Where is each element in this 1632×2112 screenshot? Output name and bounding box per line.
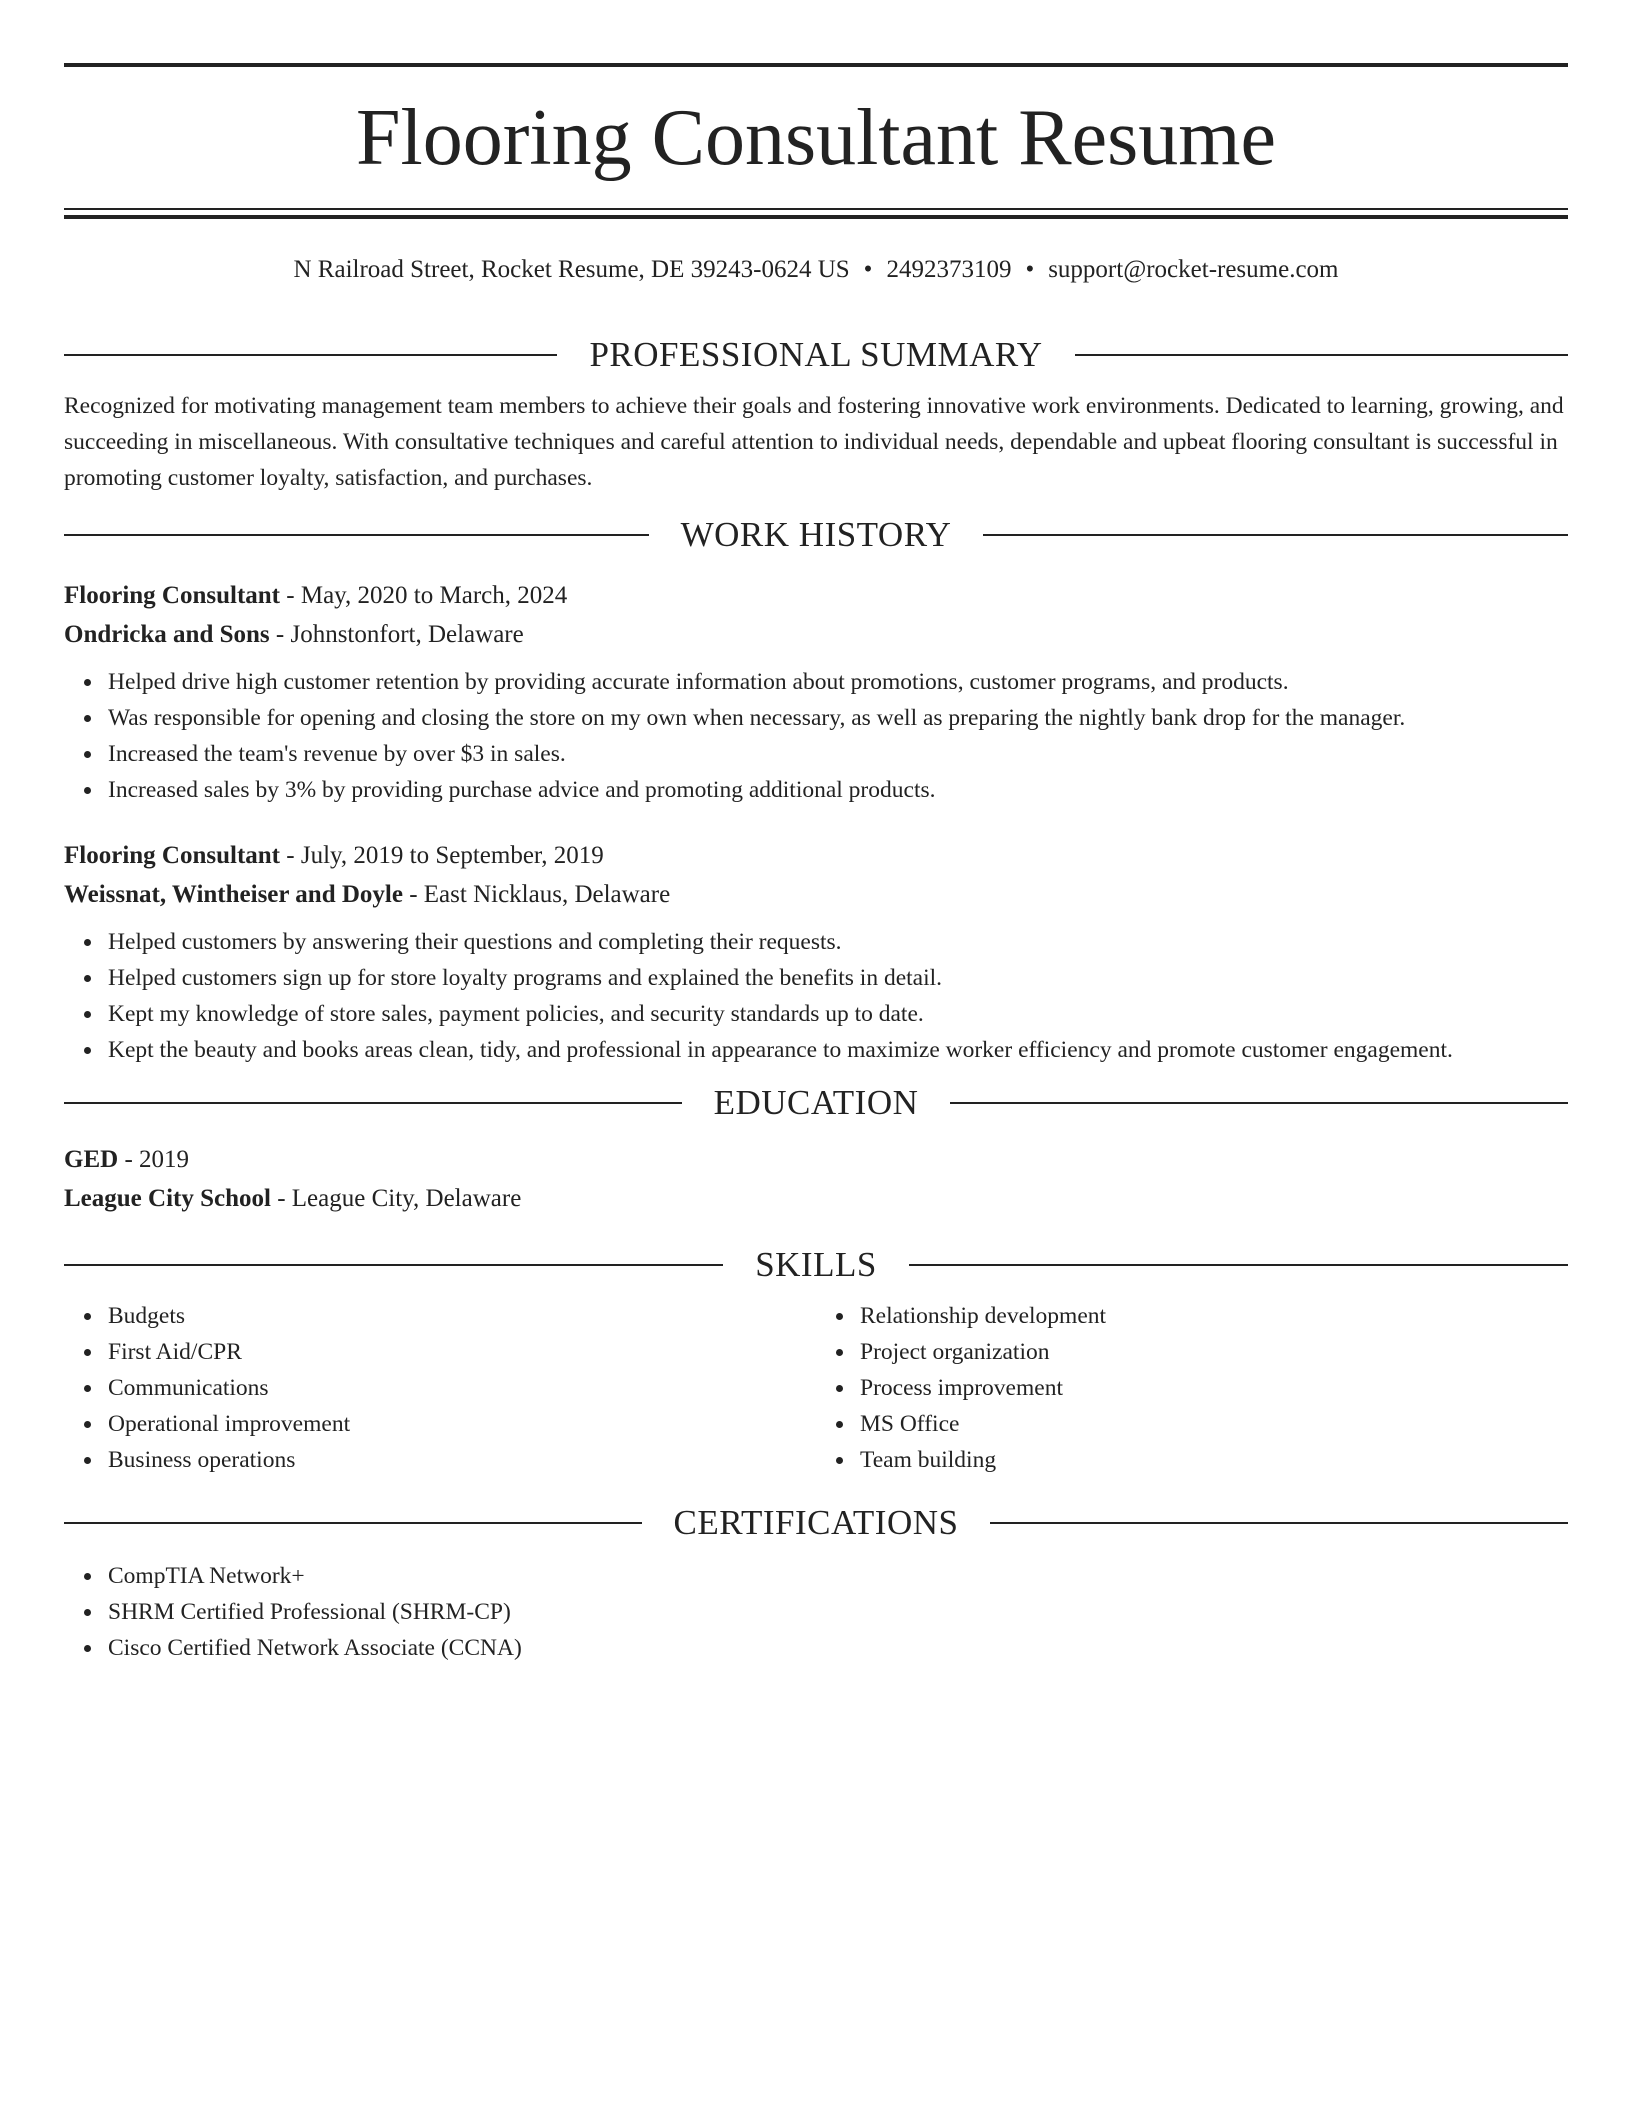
section-heading-certifications [64,1498,1568,1548]
job-bullet: Helped drive high customer retention by providing accurate information about promotions, customer programs, and products. [108,664,1568,700]
skill-item: Project organization [860,1334,1568,1370]
job-title: Flooring Consultant [64,582,281,609]
job-dates: - May, 2020 to March, 2024 [280,582,568,609]
job-bullet: Increased the team's revenue by over $3 in sales. [108,736,1568,772]
section-heading-label: EDUCATION [713,1083,919,1122]
heading-rule-right [1075,354,1568,356]
heading-rule-left [64,354,557,356]
job-bullets [64,664,1568,808]
education-degree-line [64,1140,1568,1179]
job-company: Weissnat, Wintheiser and Doyle [64,881,403,908]
job-bullet: Kept the beauty and books areas clean, tidy, and professional in appearance to maximize worker efficiency and promote customer engagement. [108,1032,1568,1068]
education-school: League City School [64,1185,271,1212]
education-location: - League City, Delaware [270,1185,522,1212]
job-company-line [64,615,1568,654]
contact-phone: 2492373109 [886,256,1012,283]
education-degree: GED [64,1146,119,1173]
certification-item: Cisco Certified Network Associate (CCNA) [108,1630,1568,1666]
job-title: Flooring Consultant [64,842,281,869]
job-bullet: Kept my knowledge of store sales, payment policies, and security standards up to date. [108,996,1568,1032]
skill-item: Operational improvement [108,1406,816,1442]
job-bullet: Was responsible for opening and closing the store on my own when necessary, as well as preparing the nightly bank drop for the manager. [108,700,1568,736]
heading-rule-left [64,534,649,536]
header-top-rule [64,63,1568,67]
header-bottom-rule-thin [64,208,1568,210]
job-entry [64,576,1568,808]
skill-item: First Aid/CPR [108,1334,816,1370]
contact-email: support@rocket-resume.com [1048,256,1339,283]
skills-grid [64,1298,1568,1478]
skill-item: Budgets [108,1298,816,1334]
section-heading-education [64,1078,1568,1128]
job-company-line [64,875,1568,914]
heading-rule-right [909,1264,1568,1266]
section-heading-skills [64,1240,1568,1290]
skill-item: MS Office [860,1406,1568,1442]
contact-separator: • [1025,256,1035,283]
page-title: Flooring Consultant Resume [356,94,1276,182]
skills-column-left [64,1298,816,1478]
summary-text: Recognized for motivating management team members to achieve their goals and fostering innovative work environments. Dedicated to learning, growing, and succeeding in miscellaneous. With consultative techniques and careful attention to individual needs, dependable and upbeat flooring consultant is successful in promoting customer loyalty, satisfaction, and purchases. [64,393,1564,491]
heading-rule-right [990,1522,1568,1524]
job-entry [64,836,1568,1068]
job-title-line [64,576,1568,615]
job-dates: - July, 2019 to September, 2019 [280,842,604,869]
job-bullet: Increased sales by 3% by providing purchase advice and promoting additional products. [108,772,1568,808]
skill-item: Process improvement [860,1370,1568,1406]
section-heading-label: WORK HISTORY [680,515,952,554]
skill-item: Business operations [108,1442,816,1478]
contact-separator: • [863,256,873,283]
certification-item: CompTIA Network+ [108,1558,1568,1594]
skill-item: Communications [108,1370,816,1406]
job-bullet: Helped customers sign up for store loyalty programs and explained the benefits in detail. [108,960,1568,996]
education-school-line [64,1179,1568,1218]
resume-content [64,330,1568,1666]
education-entry [64,1140,1568,1218]
certification-item: SHRM Certified Professional (SHRM-CP) [108,1594,1568,1630]
job-bullet: Helped customers by answering their questions and completing their requests. [108,924,1568,960]
heading-rule-right [950,1102,1568,1104]
skill-item: Team building [860,1442,1568,1478]
contact-address: N Railroad Street, Rocket Resume, DE 39243-0624 US [293,256,850,283]
job-location: - East Nicklaus, Delaware [402,881,671,908]
heading-rule-left [64,1522,642,1524]
contact-line [64,254,1568,286]
skills-column-right [816,1298,1568,1478]
certification-list [64,1558,1568,1666]
heading-rule-left [64,1264,723,1266]
job-company: Ondricka and Sons [64,621,270,648]
section-heading-summary [64,330,1568,380]
job-title-line [64,836,1568,875]
section-heading-label: CERTIFICATIONS [673,1503,959,1542]
job-bullets [64,924,1568,1068]
skill-item: Relationship development [860,1298,1568,1334]
section-heading-label: SKILLS [755,1245,877,1284]
job-location: - Johnstonfort, Delaware [269,621,524,648]
section-heading-label: PROFESSIONAL SUMMARY [589,335,1043,374]
heading-rule-right [983,534,1568,536]
education-year: - 2019 [118,1146,190,1173]
heading-rule-left [64,1102,682,1104]
section-heading-work [64,510,1568,560]
header-bottom-rule-thick [64,215,1568,219]
